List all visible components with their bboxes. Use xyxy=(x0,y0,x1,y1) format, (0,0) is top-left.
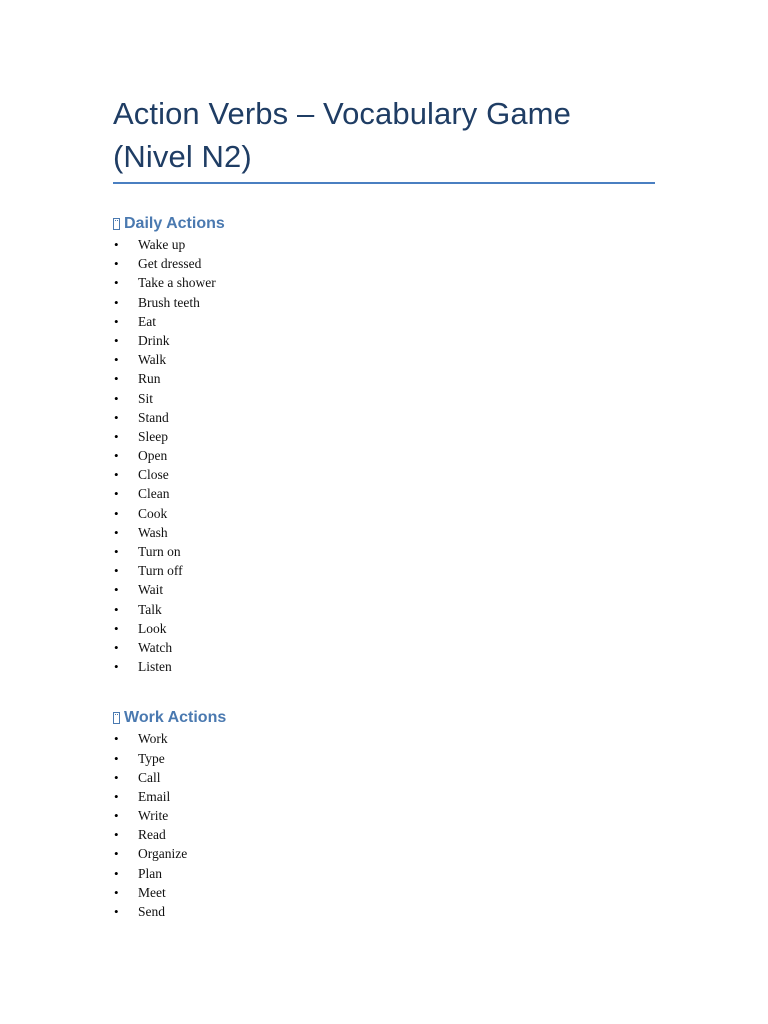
list-item: • Organize xyxy=(113,844,655,863)
list-item: • Look xyxy=(113,619,655,638)
list-item: • Brush teeth xyxy=(113,293,655,312)
bullet-icon: • xyxy=(114,390,119,406)
list-item: • Meet xyxy=(113,883,655,902)
bullet-icon: • xyxy=(114,486,119,502)
bullet-icon: • xyxy=(114,524,119,540)
list-item: • Drink xyxy=(113,331,655,350)
list-item: • Turn off xyxy=(113,561,655,580)
bullet-icon: • xyxy=(114,505,119,521)
list-item: • Eat xyxy=(113,312,655,331)
bullet-icon: • xyxy=(114,294,119,310)
list-item: • Open xyxy=(113,446,655,465)
bullet-icon: • xyxy=(114,884,119,900)
list-item: • Listen xyxy=(113,657,655,676)
section-heading-work-actions xyxy=(113,707,655,729)
list-item: • Send xyxy=(113,902,655,921)
list-item: • Wake up xyxy=(113,235,655,254)
list-item: • Write xyxy=(113,806,655,825)
bullet-icon: • xyxy=(114,563,119,579)
list-item: • Sit xyxy=(113,389,655,408)
section-heading-label: Work Actions xyxy=(124,709,227,727)
missing-glyph-icon xyxy=(113,218,120,230)
list-item: • Run xyxy=(113,369,655,388)
document-page xyxy=(113,92,655,921)
page-title: Action Verbs – Vocabulary Game (Nivel N2) xyxy=(113,92,655,184)
bullet-icon: • xyxy=(114,448,119,464)
bullet-icon: • xyxy=(114,827,119,843)
list-item: • Work xyxy=(113,729,655,748)
bullet-icon: • xyxy=(114,904,119,919)
list-item: • Wash xyxy=(113,523,655,542)
list-item: • Walk xyxy=(113,350,655,369)
list-item: • Talk xyxy=(113,600,655,619)
bullet-icon: • xyxy=(114,332,119,348)
list-item: • Clean xyxy=(113,484,655,503)
list-item: • Stand xyxy=(113,408,655,427)
list-item: • Wait xyxy=(113,580,655,599)
list-item: • Cook xyxy=(113,504,655,523)
list-item: • Type xyxy=(113,749,655,768)
bullet-icon: • xyxy=(114,750,119,766)
bullet-icon: • xyxy=(114,544,119,559)
list-item: • Watch xyxy=(113,638,655,657)
bullet-icon: • xyxy=(114,769,119,785)
section-work-actions xyxy=(113,707,655,921)
bullet-icon: • xyxy=(114,256,119,272)
bullet-icon: • xyxy=(114,409,119,425)
list-item: • Turn on xyxy=(113,542,655,561)
bullet-icon: • xyxy=(114,846,119,862)
bullet-icon: • xyxy=(114,601,119,617)
list-item: • Sleep xyxy=(113,427,655,446)
list-item: • Get dressed xyxy=(113,254,655,273)
missing-glyph-icon xyxy=(113,712,120,724)
bullet-icon: • xyxy=(114,865,119,881)
list-item: • Read xyxy=(113,825,655,844)
bullet-icon: • xyxy=(114,371,119,387)
list-item: • Close xyxy=(113,465,655,484)
bullet-icon: • xyxy=(114,808,119,824)
bullet-icon: • xyxy=(114,428,119,444)
list-item: • Plan xyxy=(113,864,655,883)
bullet-icon: • xyxy=(114,731,119,747)
bullet-icon: • xyxy=(114,237,119,252)
daily-actions-list xyxy=(113,235,655,676)
bullet-icon: • xyxy=(114,582,119,598)
bullet-icon: • xyxy=(114,788,119,804)
work-actions-list xyxy=(113,729,655,921)
list-item: • Take a shower xyxy=(113,273,655,292)
section-daily-actions xyxy=(113,213,655,676)
bullet-icon: • xyxy=(114,352,119,368)
section-heading-daily-actions xyxy=(113,213,655,235)
section-heading-label: Daily Actions xyxy=(124,215,225,232)
bullet-icon: • xyxy=(114,620,119,636)
bullet-icon: • xyxy=(114,275,119,291)
bullet-icon: • xyxy=(114,639,119,655)
bullet-icon: • xyxy=(114,313,119,329)
list-item: • Email xyxy=(113,787,655,806)
bullet-icon: • xyxy=(114,467,119,483)
bullet-icon: • xyxy=(114,659,119,675)
list-item: • Call xyxy=(113,768,655,787)
